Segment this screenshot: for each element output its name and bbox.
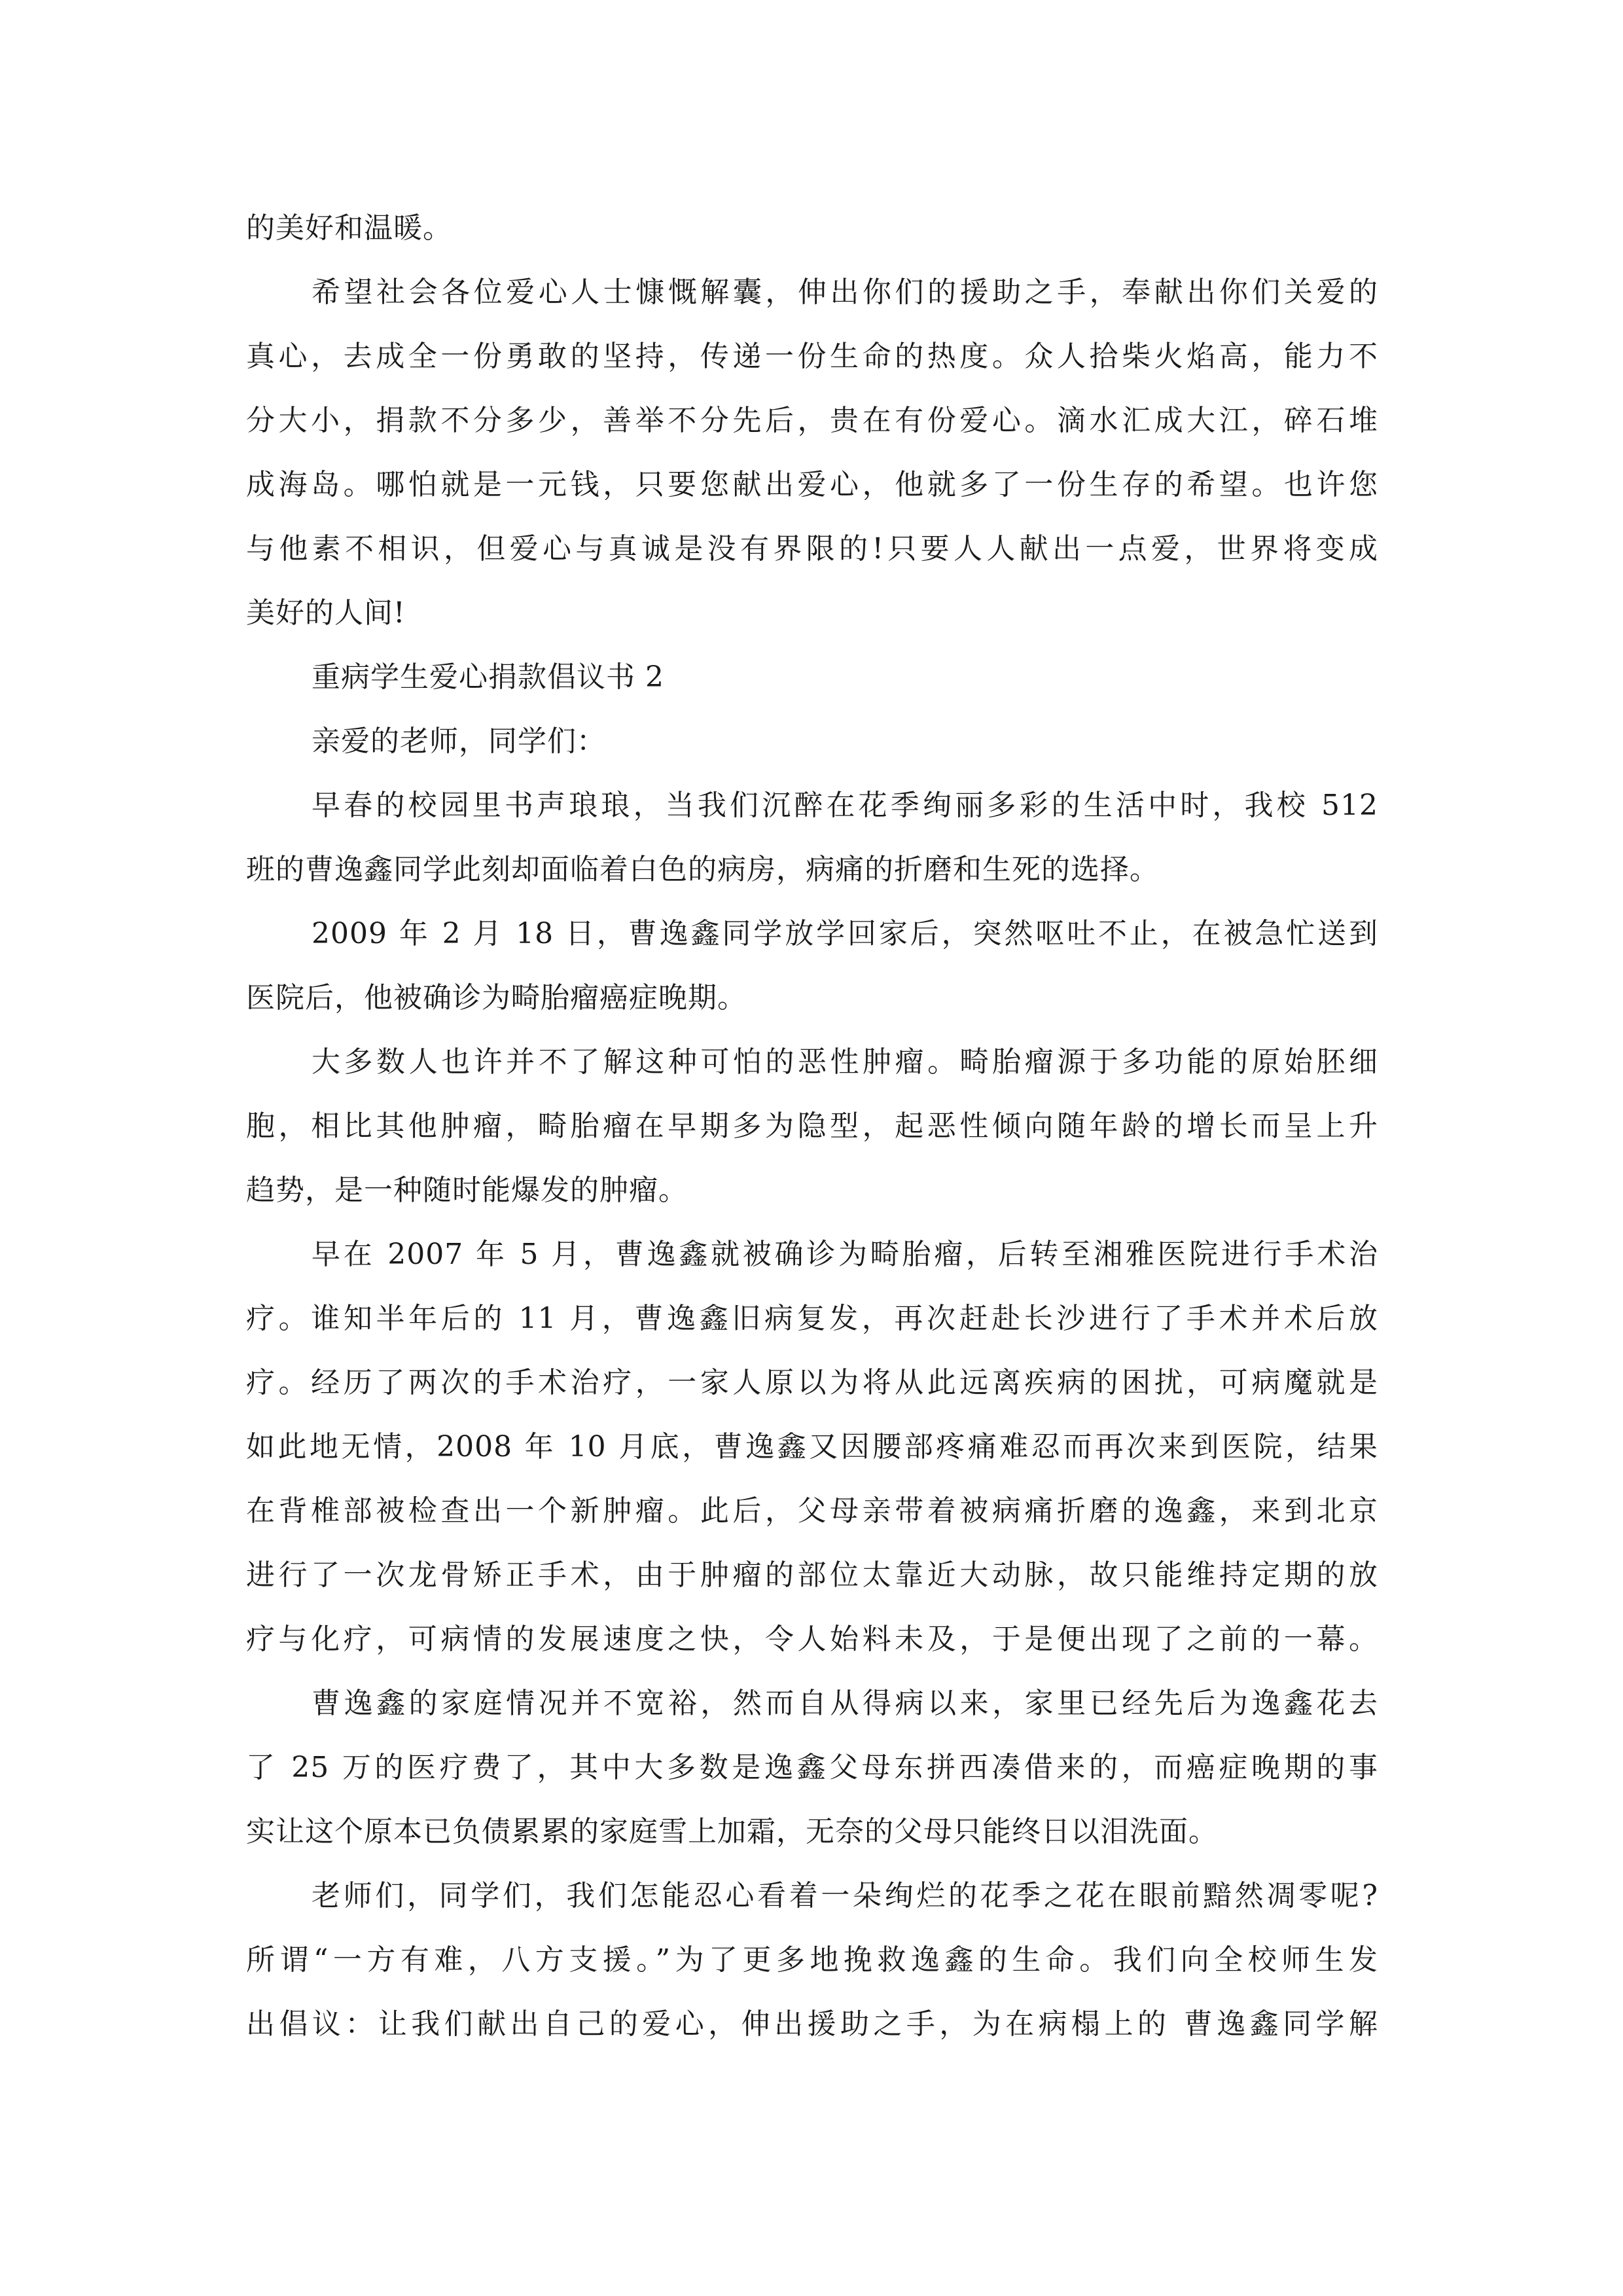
document-page: [246, 196, 1378, 2056]
text-line: 分大小，捐款不分多少，善举不分先后，贵在有份爱心。滴水汇成大江，碎石堆: [246, 404, 1378, 437]
text-line: 老师们，同学们，我们怎能忍心看着一朵绚烂的花季之花在眼前黯然凋零呢?: [312, 1879, 1378, 1912]
text-line: 希望社会各位爱心人士慷慨解囊，伸出你们的援助之手，奉献出你们关爱的: [312, 276, 1378, 309]
text-line: 的美好和温暖。: [246, 211, 452, 245]
text-line: 与他素不相识，但爱心与真诚是没有界限的!只要人人献出一点爱，世界将变成: [246, 532, 1378, 565]
text-line: 早春的校园里书声琅琅，当我们沉醉在花季绚丽多彩的生活中时，我校 512: [312, 789, 1378, 822]
text-line: 2009 年 2 月 18 日，曹逸鑫同学放学回家后，突然呕吐不止，在被急忙送到: [312, 917, 1378, 950]
text-line: 真心，去成全一份勇敢的坚持，传递一份生命的热度。众人拾柴火焰高，能力不: [246, 340, 1378, 373]
text-line: 疗。经历了两次的手术治疗，一家人原以为将从此远离疾病的困扰，可病魔就是: [246, 1366, 1378, 1399]
text-line: 胞，相比其他肿瘤，畸胎瘤在早期多为隐型，起恶性倾向随年龄的增长而呈上升: [246, 1109, 1378, 1143]
text-line: 大多数人也许并不了解这种可怕的恶性肿瘤。畸胎瘤源于多功能的原始胚细: [312, 1045, 1378, 1079]
text-line: 了 25 万的医疗费了，其中大多数是逸鑫父母东拼西凑借来的，而癌症晚期的事: [246, 1751, 1378, 1784]
text-line: 如此地无情，2008 年 10 月底，曹逸鑫又因腰部疼痛难忍而再次来到医院，结果: [246, 1430, 1378, 1463]
text-line: 美好的人间!: [246, 596, 406, 630]
text-line: 班的曹逸鑫同学此刻却面临着白色的病房，病痛的折磨和生死的选择。: [246, 853, 1159, 886]
text-line: 疗与化疗，可病情的发展速度之快，令人始料未及，于是便出现了之前的一幕。: [246, 1623, 1378, 1656]
text-line: 曹逸鑫的家庭情况并不宽裕，然而自从得病以来，家里已经先后为逸鑫花去: [312, 1687, 1378, 1720]
text-line: 实让这个原本已负债累累的家庭雪上加霜，无奈的父母只能终日以泪洗面。: [246, 1815, 1218, 1848]
text-line: 出倡议：让我们献出自己的爱心，伸出援助之手，为在病榻上的 曹逸鑫同学解: [246, 2007, 1378, 2041]
text-line: 成海岛。哪怕就是一元钱，只要您献出爱心，他就多了一份生存的希望。也许您: [246, 468, 1378, 501]
text-line: 所谓“一方有难，八方支援。”为了更多地挽救逸鑫的生命。我们向全校师生发: [246, 1943, 1378, 1977]
text-line: 医院后，他被确诊为畸胎瘤癌症晚期。: [246, 981, 747, 1014]
text-line: 进行了一次龙骨矫正手术，由于肿瘤的部位太靠近大动脉，故只能维持定期的放: [246, 1558, 1378, 1592]
section-heading: 重病学生爱心捐款倡议书 2: [312, 660, 664, 694]
text-line: 趋势，是一种随时能爆发的肿瘤。: [246, 1174, 688, 1207]
text-line: 在背椎部被检查出一个新肿瘤。此后，父母亲带着被病痛折磨的逸鑫，来到北京: [246, 1494, 1378, 1528]
text-line: 疗。谁知半年后的 11 月，曹逸鑫旧病复发，再次赶赴长沙进行了手术并术后放: [246, 1302, 1378, 1335]
salutation: 亲爱的老师，同学们：: [312, 725, 606, 758]
text-line: 早在 2007 年 5 月，曹逸鑫就被确诊为畸胎瘤，后转至湘雅医院进行手术治: [312, 1238, 1378, 1271]
